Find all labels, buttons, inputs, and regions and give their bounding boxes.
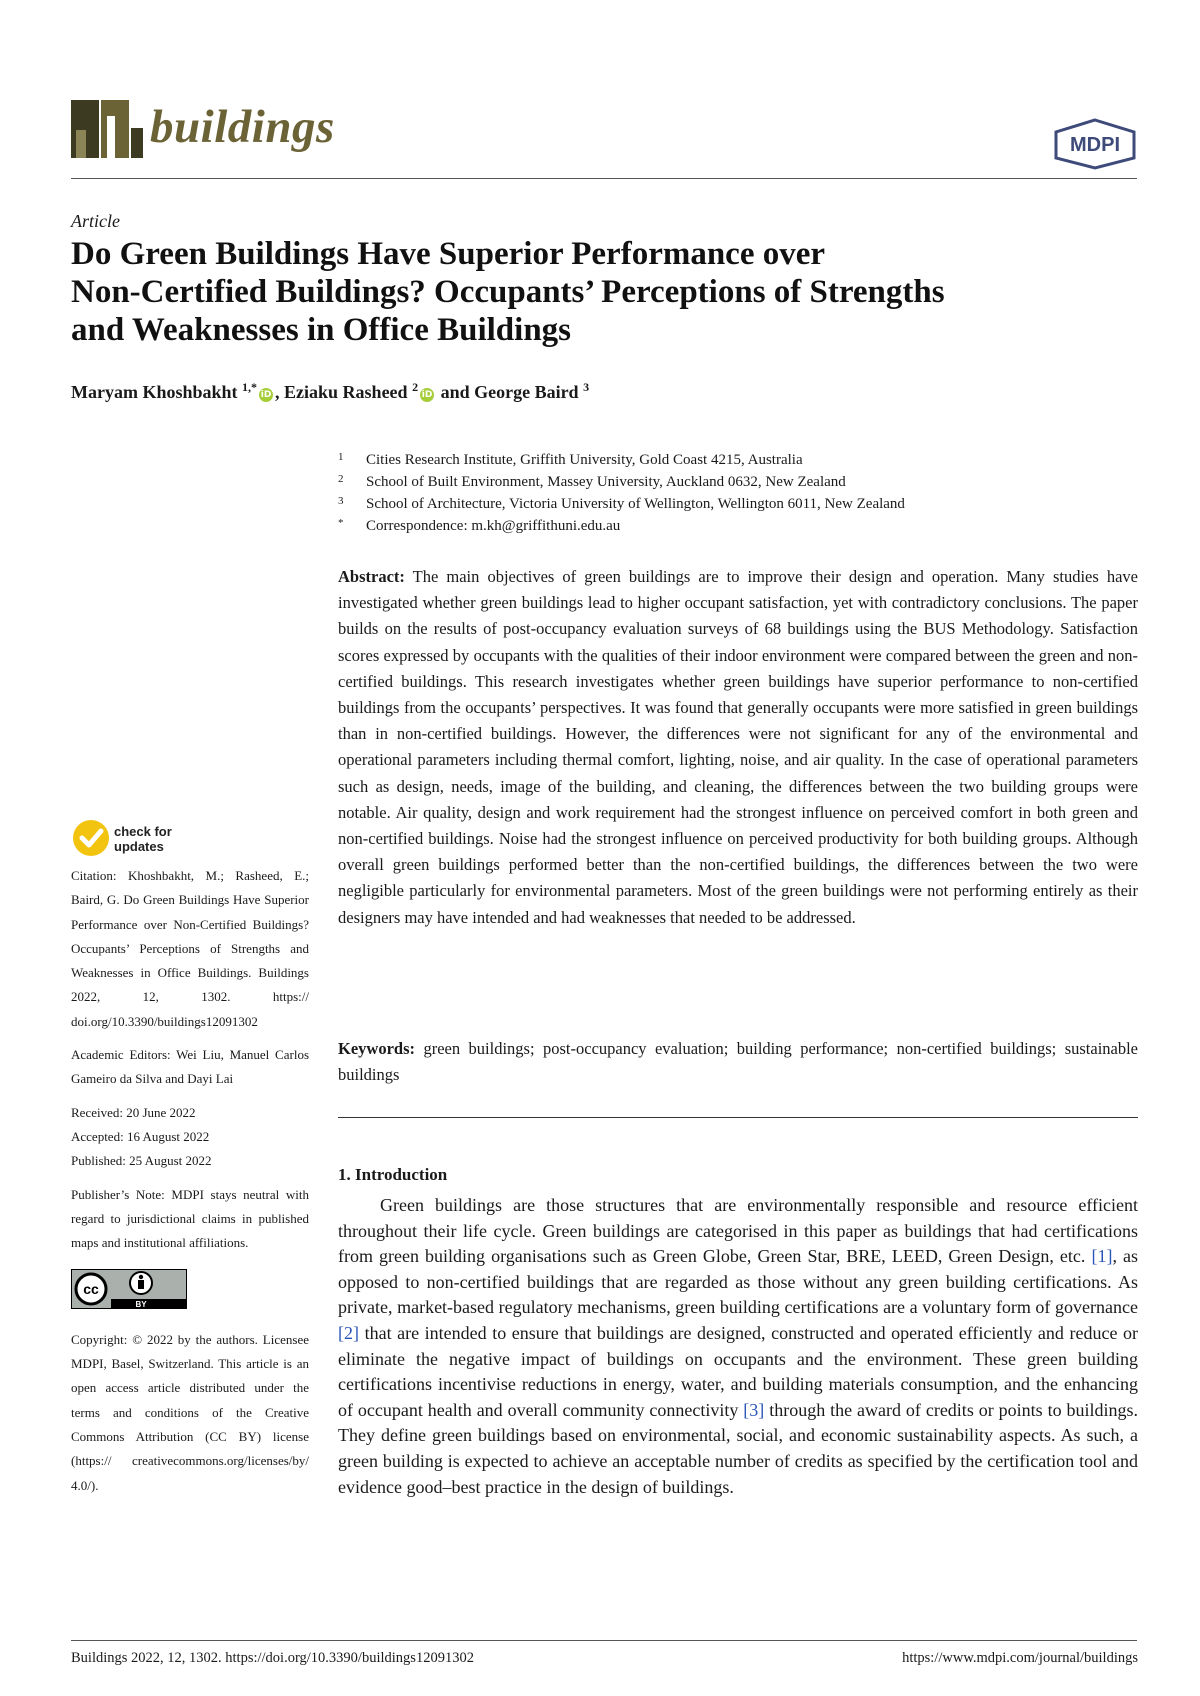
- citation-block: Citation: Khoshbakht, M.; Rasheed, E.; Baird, G. Do Green Buildings Have Superior Performance over Non-Certified Buildings? Occupants’ Perceptions of Strengths and Weaknesses in Office Buildings. Buildings 2022, 12, 1302. https:// doi.org/10.3390/buildings12091302: [71, 868, 309, 1029]
- affiliation-item: [338, 493, 1138, 515]
- paragraph-text: , as opposed to non-certified buildings that are regarded as those without any green building certifications. As private, market-based regulatory mechanisms, green building certifications are a voluntary form of governance: [338, 1246, 1138, 1318]
- affiliation-number: *: [338, 517, 344, 529]
- paragraph-text: Green buildings are those structures that are environmentally responsible and resource efficient throughout their life cycle. Green buildings are categorised in this paper as buildings that had certifications from green building organisations such as Green Globe, Green Star, BRE, LEED, Green Design, etc.: [338, 1195, 1138, 1267]
- sidebar: [71, 864, 309, 1507]
- mdpi-logo-icon: [1052, 118, 1138, 175]
- svg-text:updates: updates: [114, 839, 164, 854]
- paragraph-text: that are intended to ensure that buildings are designed, constructed and operated efficiently and reduce or eliminate the negative impact of buildings on occupants and the environment. These green building certifications incentivise reductions in energy, water, and building materials consumption, and the enhancing of occupant health and overall community connectivity: [338, 1322, 1138, 1420]
- keywords: [338, 1036, 1138, 1088]
- keywords-label: Keywords:: [338, 1039, 415, 1058]
- journal-logo-icon: [71, 100, 143, 163]
- author-name[interactable]: George Baird: [474, 382, 579, 402]
- affiliation-text: Cities Research Institute, Griffith University, Gold Coast 4215, Australia: [366, 452, 803, 468]
- keywords-text: green buildings; post-occupancy evaluation; building performance; non-certified buildings; sustainable buildings: [338, 1039, 1139, 1084]
- article-title: [71, 235, 1131, 349]
- header-divider: [71, 178, 1137, 179]
- received-date: Received: 20 June 2022: [71, 1104, 196, 1120]
- affiliation-number: 1: [338, 451, 344, 463]
- accepted-date: Accepted: 16 August 2022: [71, 1128, 210, 1144]
- copyright-notice: Copyright: © 2022 by the authors. Licensee MDPI, Basel, Switzerland. This article is an open access article distributed under the terms and conditions of the Creative Commons Attribution (CC BY) license (https:// creativecommons.org/licenses/by/ 4.0/).: [71, 1331, 309, 1493]
- title-line: Do Green Buildings Have Superior Performance over: [71, 236, 826, 272]
- orcid-icon[interactable]: iD: [260, 390, 272, 400]
- footer-citation[interactable]: Buildings 2022, 12, 1302. https://doi.org/10.3390/buildings12091302: [71, 1650, 474, 1666]
- footer-journal-url[interactable]: https://www.mdpi.com/journal/buildings: [902, 1650, 1138, 1666]
- section-divider: [338, 1117, 1138, 1118]
- affiliation-item: [338, 449, 1138, 471]
- author-name[interactable]: Eziaku Rasheed: [284, 382, 408, 402]
- article-type: Article: [71, 211, 120, 231]
- title-line: and Weaknesses in Office Buildings: [71, 312, 572, 348]
- author-affiliation-sup: 3: [583, 380, 590, 394]
- check-for-updates-button[interactable]: [71, 818, 181, 863]
- author-affiliation-sup: 2: [412, 380, 419, 394]
- affiliation-number: 3: [338, 495, 344, 507]
- journal-name: buildings: [150, 101, 335, 153]
- affiliations: [338, 449, 1138, 537]
- abstract: [338, 564, 1138, 931]
- citation-link[interactable]: [3]: [743, 1399, 765, 1420]
- title-line: Non-Certified Buildings? Occupants’ Perceptions of Strengths: [71, 274, 945, 310]
- svg-text:MDPI: MDPI: [1070, 134, 1120, 156]
- cc-by-license-icon[interactable]: [71, 1269, 309, 1317]
- author-affiliation-sup: 1,*: [242, 380, 258, 394]
- author-list: Maryam Khoshbakht $^{1,*}$iD , Eziaku Rasheed $^2$iD and George Baird $^3$: [71, 380, 590, 402]
- abstract-label: Abstract:: [338, 567, 405, 586]
- section-heading: 1. Introduction: [338, 1165, 448, 1184]
- abstract-text: The main objectives of green buildings are to improve their design and operation. Many studies have investigated whether green buildings lead to higher occupant satisfaction, yet with contradictory conclusions. The paper builds on the results of post-occupancy evaluation surveys of 68 buildings using the BUS Methodology. Satisfaction scores expressed by occupants with the qualities of their indoor environment were compared between the green and non-certified buildings. This research investigates whether green buildings have superior performance to non-certified buildings from the occupants’ perspectives. It was found that generally occupants were more satisfied in green buildings than in non-certified buildings. However, the differences were not significant for any of the environmental and operational parameters including thermal comfort, lighting, noise, and air quality. In the case of operational parameters such as design, needs, image of the building, and cleaning, the differences between the two building groups were notable. Air quality, design and work requirement had the strongest influence on perceived comfort in both green and non-certified buildings. Noise had the strongest influence on perceived productivity for both building groups. Although overall green buildings performed better than the non-certified buildings, the differences between the two were negligible particularly for environmental parameters. Most of the green buildings were not performing entirely as their designers may have intended and had weaknesses that needed to be addressed.: [338, 567, 1138, 927]
- orcid-icon[interactable]: iD: [421, 390, 433, 400]
- author-name[interactable]: Maryam Khoshbakht: [71, 382, 238, 402]
- academic-editors: Academic Editors: Wei Liu, Manuel Carlos Gameiro da Silva and Dayi Lai: [71, 1047, 309, 1087]
- svg-text:check for: check for: [114, 824, 172, 839]
- affiliation-text: School of Built Environment, Massey University, Auckland 0632, New Zealand: [366, 474, 846, 490]
- affiliation-item: [338, 515, 1138, 537]
- svg-text:cc: cc: [83, 1281, 99, 1298]
- svg-text:BY: BY: [135, 1300, 147, 1310]
- affiliation-text: School of Architecture, Victoria University of Wellington, Wellington 6011, New Zealand: [366, 496, 905, 512]
- paragraph-text: through the award of credits or points to buildings. They define green buildings based on environmental, social, and economic sustainability aspects. As such, a green building is expected to achieve an acceptable number of credits as specified by the certification tool and evidence good–best practice in the design of buildings.: [338, 1399, 1138, 1497]
- footer-divider: [71, 1640, 1137, 1641]
- affiliation-number: 2: [338, 473, 344, 485]
- publisher-note: Publisher’s Note: MDPI stays neutral with regard to jurisdictional claims in published maps and institutional affiliations.: [71, 1186, 309, 1251]
- check-icon: [73, 820, 109, 856]
- correspondence-text[interactable]: Correspondence: m.kh@griffithuni.edu.au: [366, 518, 621, 534]
- citation-link[interactable]: [1]: [1091, 1246, 1113, 1267]
- affiliation-item: [338, 471, 1138, 493]
- introduction-paragraph: [338, 1193, 1138, 1500]
- citation-link[interactable]: [2]: [338, 1322, 359, 1343]
- published-date: Published: 25 August 2022: [71, 1153, 212, 1169]
